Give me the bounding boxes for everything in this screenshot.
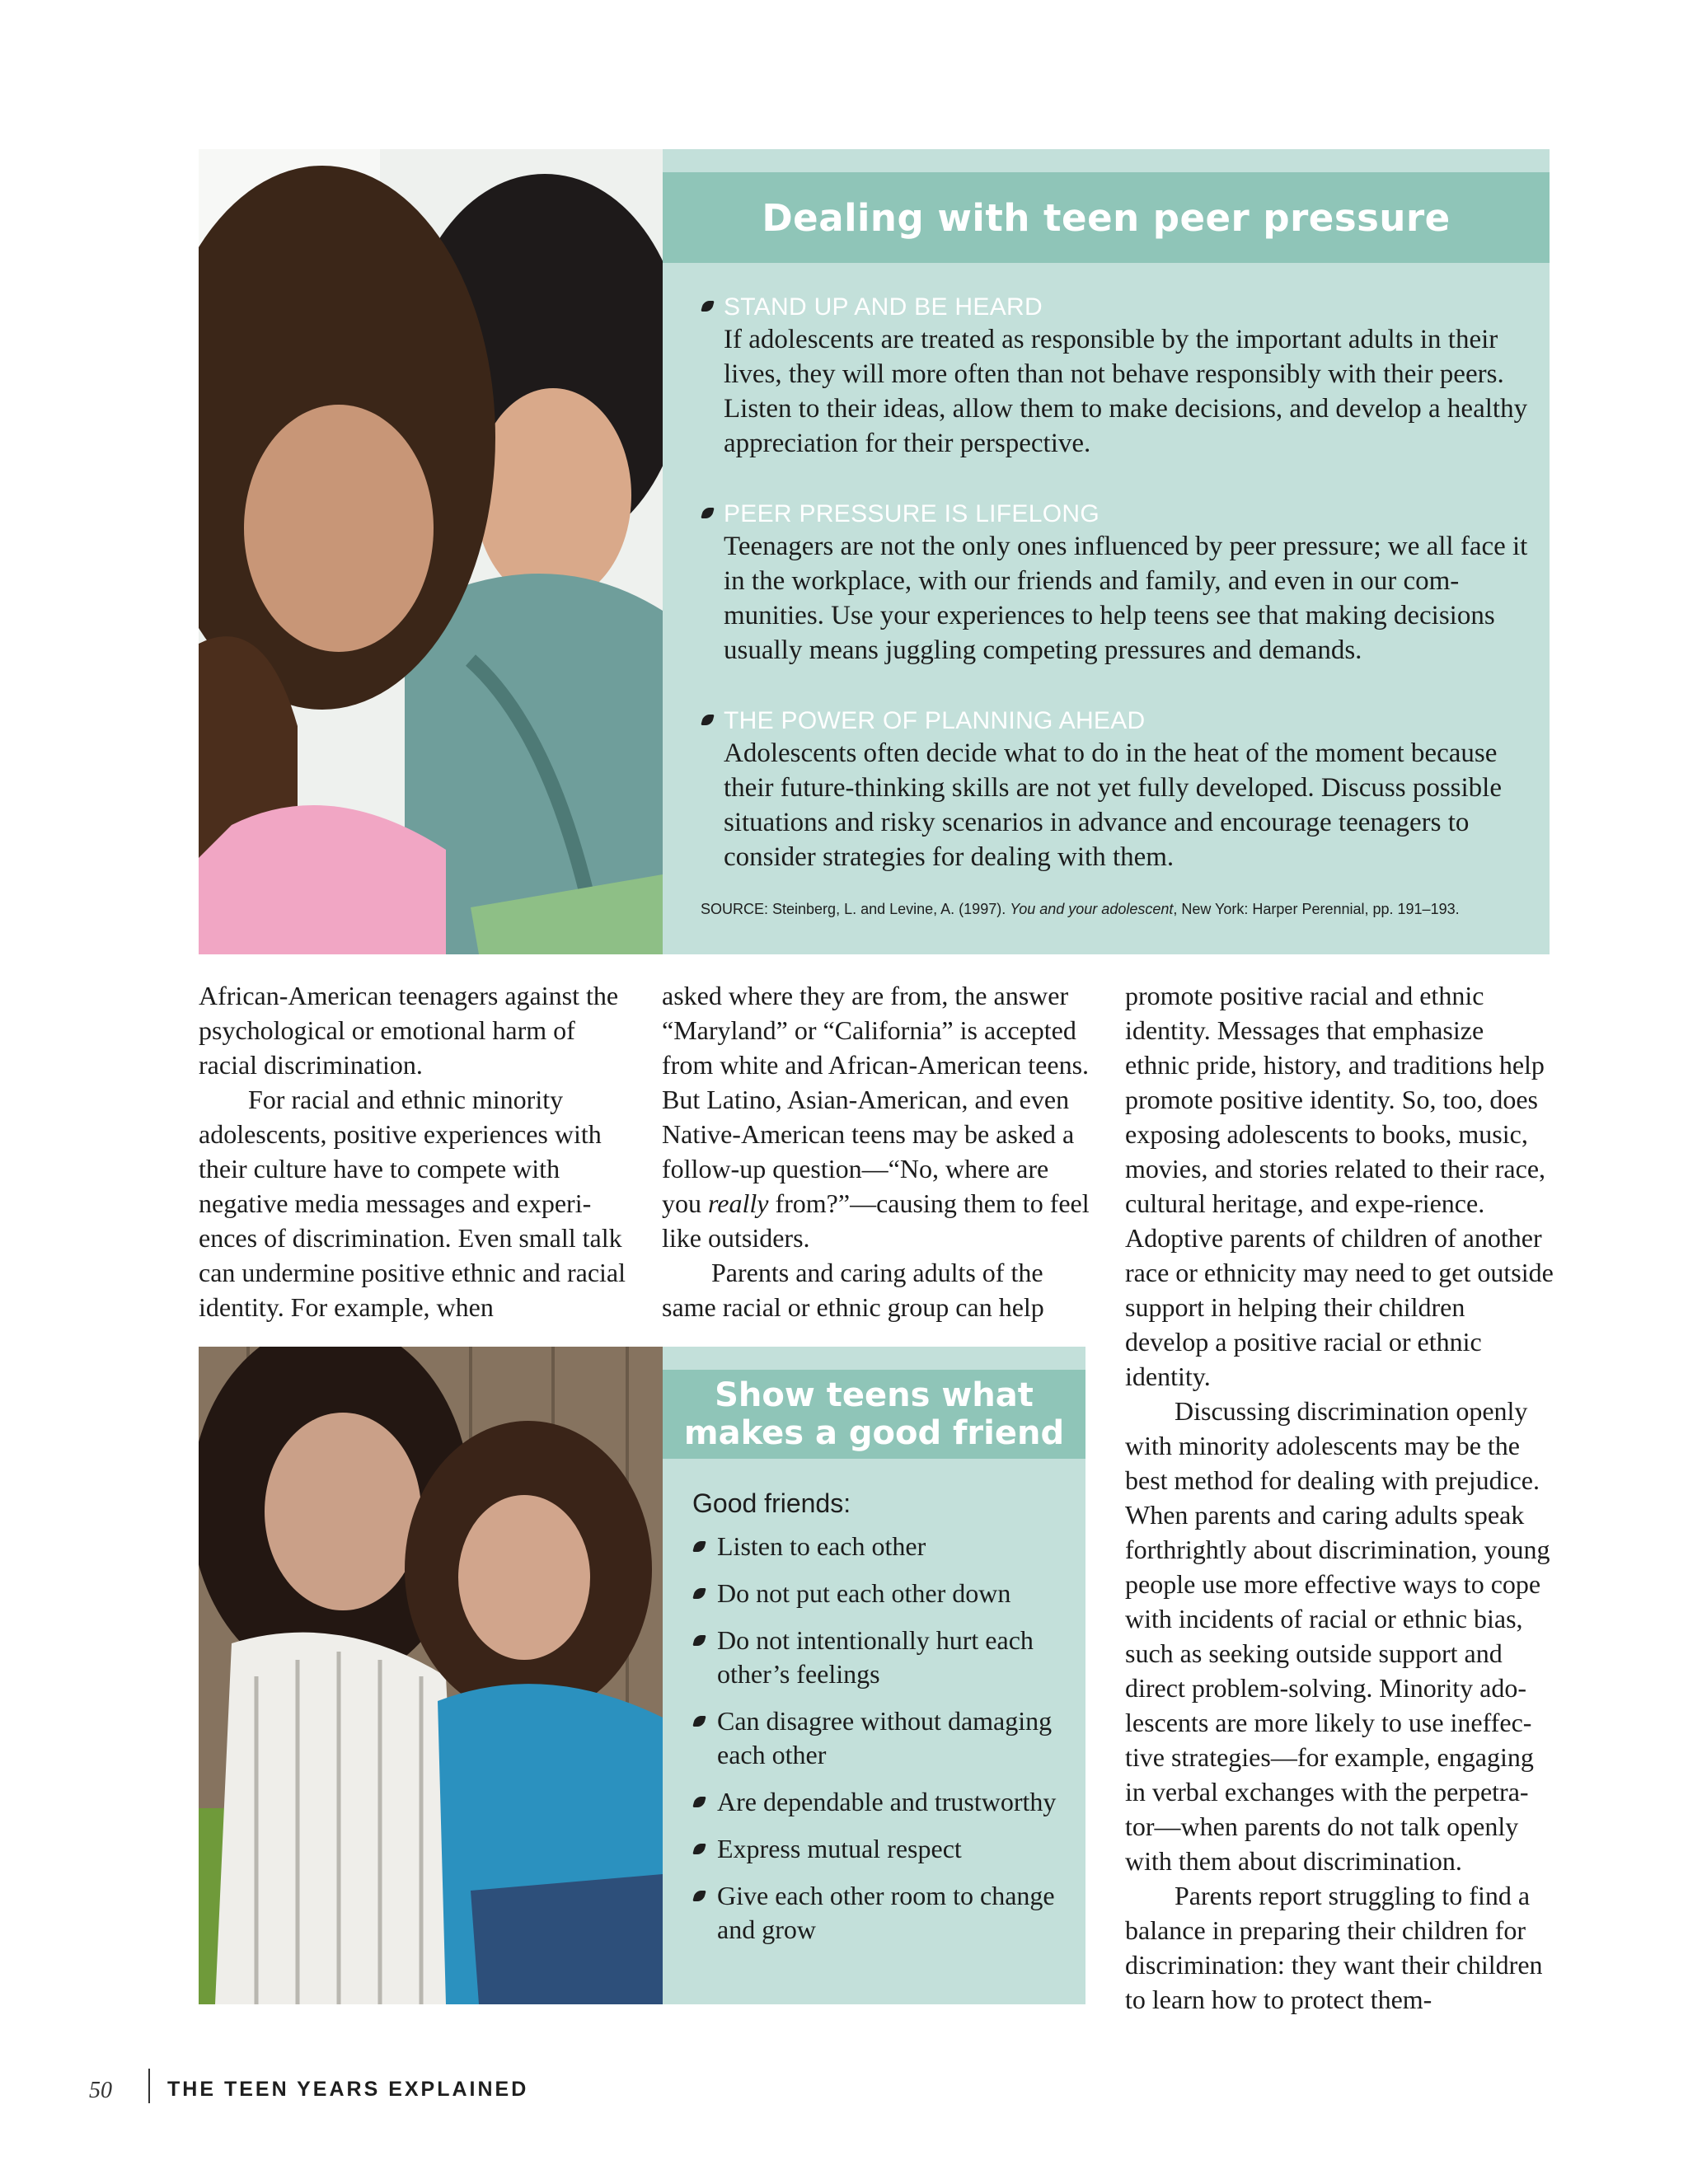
peer-pressure-sidebar: [663, 149, 1550, 954]
paragraph: For racial and ethnic minority adolescents, positive experiences with their culture have to compete with negative media messages and experi-ences of discrimination. Even small talk can undermine positive ethnic and racial identity. For example, when: [199, 1085, 626, 1322]
body-column-3: [1125, 978, 1554, 2017]
sidebar-title: [663, 1370, 1085, 1459]
leaf-bullet-icon: [692, 1891, 706, 1901]
text-run: from?”—causing them to feel like outsiders.: [662, 1188, 1090, 1253]
tip-stand-up: [702, 293, 1535, 461]
leaf-bullet-icon: [692, 1541, 706, 1552]
list-item: [694, 1785, 1081, 1819]
paragraph: Discussing discrimination openly with minority adolescents may be the best method for dealing with prejudice. When parents and caring adults speak forthrightly about discrimination, young people use more effective ways to cope with incidents of racial or ethnic bias, such as seeking outside support and direct problem-solving. Minority ado-lescents are more likely to use ineffec-tive strategies—for example, engaging in verbal exchanges with the perpetra-tor—when parents do not talk openly with them about discrimination.: [1125, 1396, 1550, 1876]
text-run: asked where they are from, the answer “Maryland” or “California” is accepted from white and African-American teens. But Latino, Asian-American, and even Native-American teens may be asked a follow-up question—“No, where are you: [662, 981, 1090, 1218]
photo-teen-and-mother: [199, 149, 663, 954]
source-prefix: SOURCE: Steinberg, L. and Levine, A. (1997).: [701, 901, 1010, 917]
tip-planning: [702, 706, 1535, 874]
photo-illustration: [199, 149, 663, 954]
list-item: [694, 1832, 1081, 1866]
leaf-bullet-icon: [692, 1844, 706, 1854]
leaf-bullet-icon: [701, 301, 714, 312]
tip-heading: THE POWER OF PLANNING AHEAD: [724, 707, 1146, 734]
paragraph: Parents and caring adults of the same racial or ethnic group can help: [662, 1258, 1044, 1322]
good-friends-label: Good friends:: [692, 1488, 851, 1518]
title-line: makes a good friend: [683, 1414, 1065, 1452]
tip-text: If adolescents are treated as responsible by the important adults in their lives, they will more often than not behave responsibly with their peers. Listen to their ideas, allow them to make decisions, and develop a healthy appreciation for their perspective.: [724, 325, 1528, 458]
body-column-2: [662, 978, 1090, 1324]
leaf-bullet-icon: [692, 1588, 706, 1599]
photo-illustration: [199, 1347, 663, 2004]
paragraph: Parents report struggling to find a balance in preparing their children for discrimination: they want their children to learn how to protect them-: [1125, 1881, 1543, 2014]
paragraph: promote positive racial and ethnic identity. Messages that emphasize ethnic pride, history, and traditions help promote positive identity. So, too, does exposing adolescents to books, music, movies, and stories related to their race, cultural heritage, and expe-rience. Adoptive parents of children of another race or ethnicity may need to get outside support in helping their children develop a positive racial or ethnic identity.: [1125, 981, 1554, 1391]
sidebar-title: Dealing with teen peer pressure: [663, 172, 1550, 263]
list-item: [694, 1704, 1081, 1772]
page-number: 50: [89, 2078, 112, 2103]
paragraph: African-American teenagers against the psychological or emotional harm of racial discrimination.: [199, 981, 619, 1080]
good-friends-list: [694, 1530, 1081, 1960]
leaf-bullet-icon: [701, 715, 714, 725]
list-item-text: Are dependable and trustworthy: [717, 1787, 1057, 1816]
leaf-bullet-icon: [692, 1635, 706, 1646]
good-friend-sidebar: [663, 1347, 1085, 2004]
tip-text: Teenagers are not the only ones influenced by peer pressure; we all face it in the workplace, with our friends and family, and even in our com-munities. Use your experiences to help teens see that making decisions usually means juggling competing pressures and demands.: [724, 532, 1528, 665]
photo-two-teens-laughing: [199, 1347, 663, 2004]
tip-heading: STAND UP AND BE HEARD: [724, 293, 1043, 321]
leaf-bullet-icon: [701, 508, 714, 518]
list-item-text: Give each other room to change and grow: [717, 1881, 1055, 1944]
title-line: Show teens what: [715, 1376, 1034, 1414]
leaf-bullet-icon: [692, 1797, 706, 1807]
list-item-text: Do not intentionally hurt each other’s feelings: [717, 1625, 1034, 1689]
source-suffix: , New York: Harper Perennial, pp. 191–193.: [1173, 901, 1460, 917]
paragraph: [662, 978, 1090, 1255]
list-item-text: Do not put each other down: [717, 1578, 1011, 1608]
list-item: [694, 1577, 1081, 1610]
list-item: [694, 1530, 1081, 1563]
tip-text: Adolescents often decide what to do in the heat of the moment because their future-thinking skills are not yet fully developed. Discuss possible situations and risky scenarios in advance and encourage teenagers to consider strategies for dealing with them.: [724, 738, 1502, 872]
list-item: [694, 1879, 1081, 1947]
tip-lifelong: [702, 499, 1535, 668]
tip-heading: PEER PRESSURE IS LIFELONG: [724, 500, 1100, 527]
leaf-bullet-icon: [692, 1716, 706, 1727]
list-item: [694, 1624, 1081, 1691]
emphasis: really: [708, 1188, 769, 1218]
running-head: THE TEEN YEARS EXPLAINED: [167, 2078, 529, 2101]
source-book-title: You and your adolescent: [1010, 901, 1174, 917]
source-citation: [701, 901, 1541, 918]
list-item-text: Can disagree without damaging each other: [717, 1706, 1053, 1769]
body-column-1: [199, 978, 627, 1324]
list-item-text: Express mutual respect: [717, 1834, 962, 1863]
list-item-text: Listen to each other: [717, 1531, 926, 1561]
footer-divider: [148, 2069, 150, 2103]
